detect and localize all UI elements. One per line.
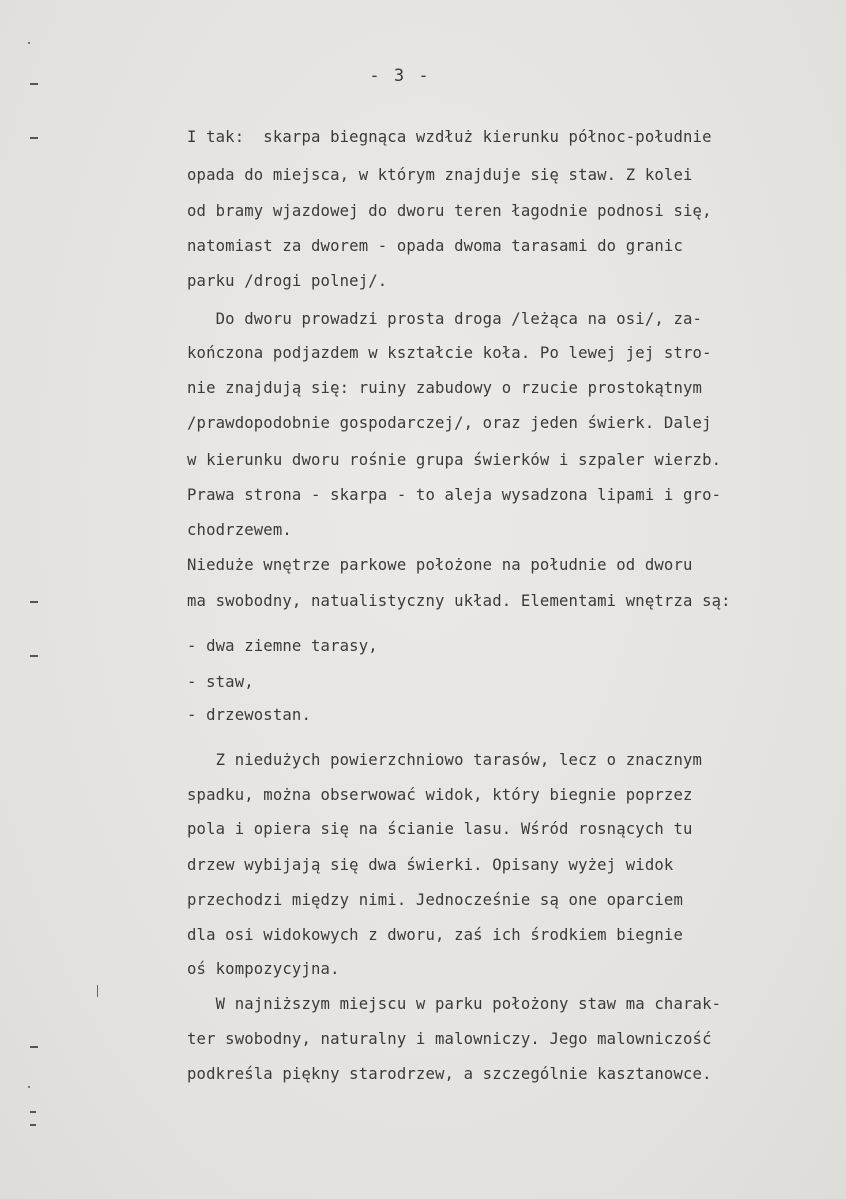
text-line: opada do miejsca, w którym znajduje się staw. Z kolei [187,166,693,184]
margin-mark [30,83,38,85]
text-line: dla osi widokowych z dworu, zaś ich środkiem biegnie [187,926,683,944]
list-item: - drzewostan. [187,706,311,724]
text-line: przechodzi między nimi. Jednocześnie są one oparciem [187,891,683,909]
text-line: Do dworu prowadzi prosta droga /leżąca na osi/, za- [187,310,703,328]
text-line: pola i opiera się na ścianie lasu. Wśród rosnących tu [187,820,693,838]
margin-mark [30,1046,38,1048]
margin-mark [30,137,38,139]
text-line: kończona podjazdem w kształcie koła. Po lewej jej stro- [187,344,712,362]
margin-mark [97,985,98,997]
text-line: /prawdopodobnie gospodarczej/, oraz jeden świerk. Dalej [187,414,712,432]
text-line: w kierunku dworu rośnie grupa świerków i szpaler wierzb. [187,451,722,469]
margin-mark [30,1124,36,1126]
text-line: W najniższym miejscu w parku położony staw ma charak- [187,995,722,1013]
text-line: I tak: skarpa biegnąca wzdłuż kierunku północ-południe [187,128,712,146]
margin-mark [30,601,38,603]
list-item: - dwa ziemne tarasy, [187,637,378,655]
page-number: - 3 - [369,66,431,86]
text-line: ter swobodny, naturalny i malowniczy. Jego malowniczość [187,1030,712,1048]
margin-mark [28,42,30,44]
text-line: oś kompozycyjna. [187,960,340,978]
text-line: spadku, można obserwować widok, który biegnie poprzez [187,786,693,804]
text-line: drzew wybijają się dwa świerki. Opisany wyżej widok [187,856,674,874]
text-line: Prawa strona - skarpa - to aleja wysadzona lipami i gro- [187,486,722,504]
text-line: Nieduże wnętrze parkowe położone na południe od dworu [187,556,693,574]
text-line: od bramy wjazdowej do dworu teren łagodnie podnosi się, [187,202,712,220]
margin-mark [30,1111,36,1113]
text-line: Z niedużych powierzchniowo tarasów, lecz o znacznym [187,751,703,769]
text-line: nie znajdują się: ruiny zabudowy o rzucie prostokątnym [187,379,703,397]
text-line: podkreśla piękny starodrzew, a szczególnie kasztanowce. [187,1065,712,1083]
margin-mark [30,655,38,657]
list-item: - staw, [187,673,254,691]
text-line: chodrzewem. [187,521,292,539]
margin-mark [28,1086,30,1088]
text-line: ma swobodny, natualistyczny układ. Elementami wnętrza są: [187,592,731,610]
text-line: parku /drogi polnej/. [187,272,388,290]
text-line: natomiast za dworem - opada dwoma tarasami do granic [187,237,683,255]
